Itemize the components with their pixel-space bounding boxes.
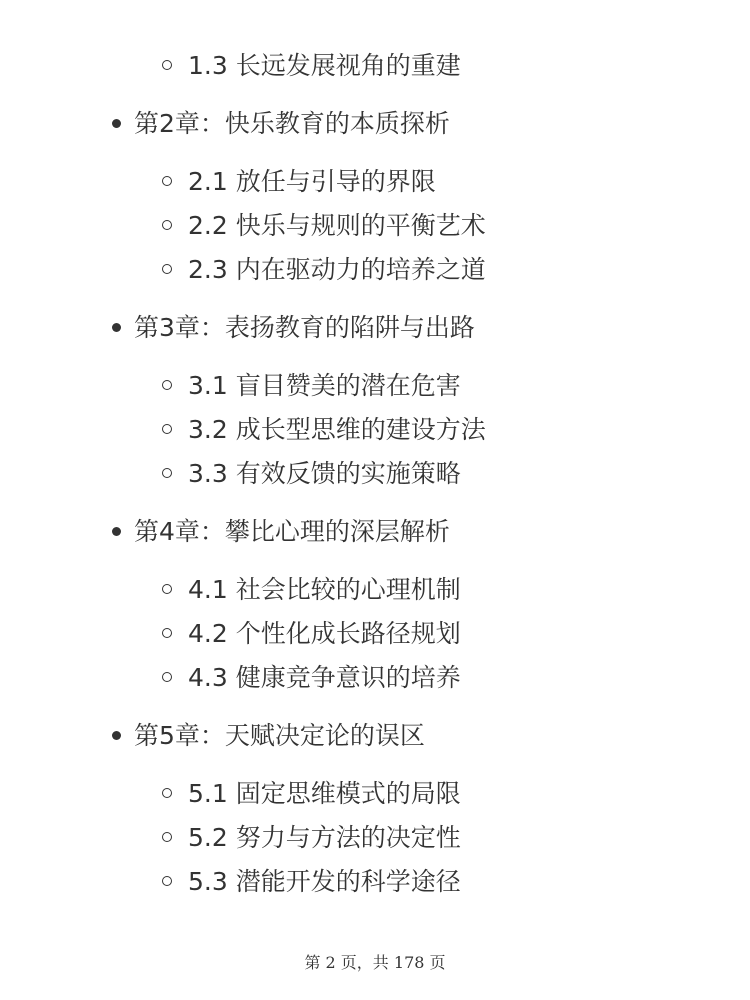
toc-section-text: 5.3 潜能开发的科学途径 xyxy=(188,867,461,896)
toc-section-item xyxy=(0,44,750,88)
toc-section-text: 3.2 成长型思维的建设方法 xyxy=(188,415,486,444)
hollow-bullet-icon xyxy=(162,264,172,274)
toc-section-item xyxy=(0,364,750,408)
filled-bullet-icon xyxy=(112,527,121,536)
toc-chapter-text: 第4章：攀比心理的深层解析 xyxy=(134,517,450,546)
page-number-footer: 第 2 页，共 178 页 xyxy=(304,953,446,972)
toc-section-item xyxy=(0,568,750,612)
toc-section-text: 3.1 盲目赞美的潜在危害 xyxy=(188,371,461,400)
hollow-bullet-icon xyxy=(162,380,172,390)
toc-section-text: 5.2 努力与方法的决定性 xyxy=(188,823,461,852)
toc-chapter-item xyxy=(0,510,750,554)
table-of-contents xyxy=(0,44,750,904)
toc-section-text: 5.1 固定思维模式的局限 xyxy=(188,779,461,808)
toc-section-item xyxy=(0,860,750,904)
toc-section-text: 1.3 长远发展视角的重建 xyxy=(188,51,461,80)
toc-section-item xyxy=(0,816,750,860)
filled-bullet-icon xyxy=(112,323,121,332)
toc-section-item xyxy=(0,204,750,248)
toc-section-item xyxy=(0,160,750,204)
toc-chapter-text: 第3章：表扬教育的陷阱与出路 xyxy=(134,313,475,342)
hollow-bullet-icon xyxy=(162,60,172,70)
toc-section-text: 3.3 有效反馈的实施策略 xyxy=(188,459,461,488)
toc-section-item xyxy=(0,452,750,496)
toc-section-item xyxy=(0,248,750,292)
toc-section-text: 2.2 快乐与规则的平衡艺术 xyxy=(188,211,486,240)
hollow-bullet-icon xyxy=(162,468,172,478)
toc-section-item xyxy=(0,772,750,816)
hollow-bullet-icon xyxy=(162,672,172,682)
hollow-bullet-icon xyxy=(162,220,172,230)
filled-bullet-icon xyxy=(112,119,121,128)
hollow-bullet-icon xyxy=(162,788,172,798)
filled-bullet-icon xyxy=(112,731,121,740)
toc-section-text: 2.3 内在驱动力的培养之道 xyxy=(188,255,486,284)
toc-chapter-item xyxy=(0,102,750,146)
toc-section-item xyxy=(0,656,750,700)
hollow-bullet-icon xyxy=(162,424,172,434)
toc-chapter-text: 第5章：天赋决定论的误区 xyxy=(134,721,425,750)
toc-section-item xyxy=(0,612,750,656)
toc-chapter-item xyxy=(0,306,750,350)
toc-chapter-text: 第2章：快乐教育的本质探析 xyxy=(134,109,450,138)
toc-section-item xyxy=(0,408,750,452)
hollow-bullet-icon xyxy=(162,832,172,842)
hollow-bullet-icon xyxy=(162,876,172,886)
toc-chapter-item xyxy=(0,714,750,758)
toc-section-text: 2.1 放任与引导的界限 xyxy=(188,167,436,196)
hollow-bullet-icon xyxy=(162,584,172,594)
toc-section-text: 4.2 个性化成长路径规划 xyxy=(188,619,461,648)
hollow-bullet-icon xyxy=(162,176,172,186)
toc-section-text: 4.3 健康竞争意识的培养 xyxy=(188,663,461,692)
toc-section-text: 4.1 社会比较的心理机制 xyxy=(188,575,461,604)
hollow-bullet-icon xyxy=(162,628,172,638)
